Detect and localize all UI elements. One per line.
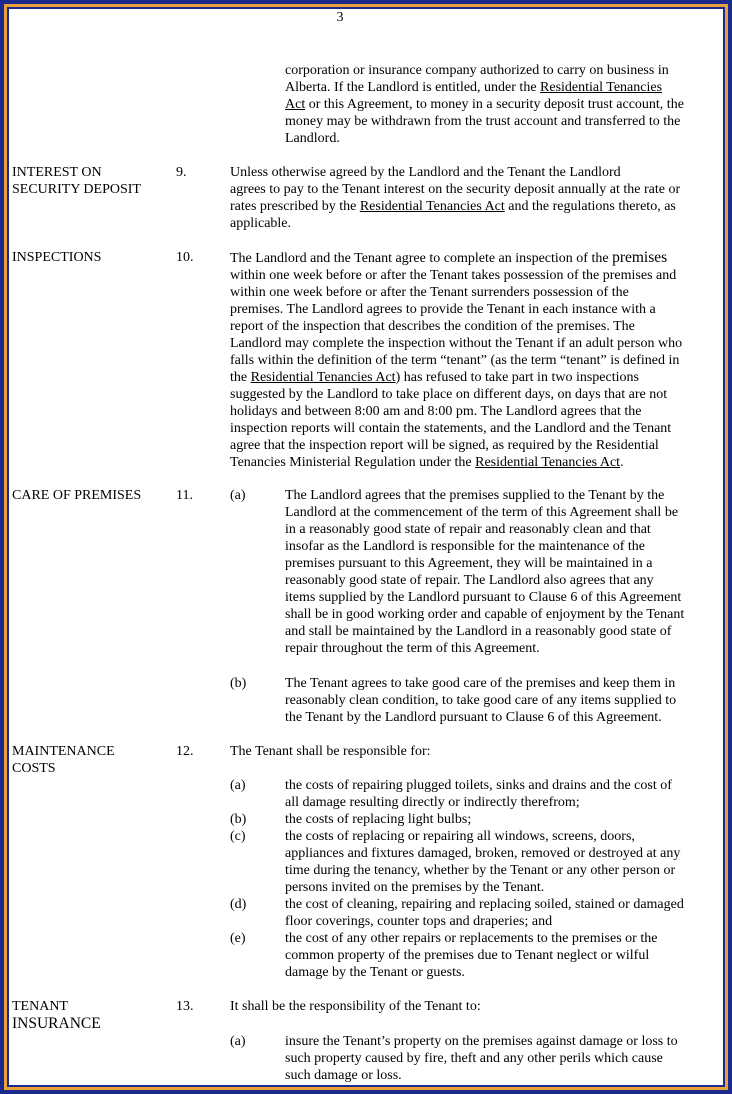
text-line: persons invited on the premises by the Tenant. — [285, 880, 545, 895]
section-13-intro: It shall be the responsibility of the Tenant to: — [230, 999, 481, 1014]
text-line: all damage resulting directly or indirectly therefrom; — [285, 795, 580, 810]
text-line: falls within the definition of the term “tenant” (as the term “tenant” is defined in — [230, 353, 680, 368]
text-span: and the regulations thereto, as — [504, 199, 676, 214]
clause-label: (b) — [230, 676, 247, 691]
act-reference: Residential Tenancies Act — [359, 199, 505, 214]
text-line: within one week before or after the Tenant surrenders possession of the — [230, 285, 629, 300]
clause-label: (a) — [230, 1034, 246, 1049]
section-11-number: 11. — [176, 488, 193, 503]
text-span: . — [620, 455, 624, 470]
text-line: the costs of replacing or repairing all windows, screens, doors, — [285, 829, 635, 844]
text-line: in a reasonably good state of repair and reasonably clean and that — [285, 522, 651, 537]
text-line: premises. The Landlord agrees to provide the Tenant in each instance with a — [230, 302, 656, 317]
text-line: money may be withdrawn from the trust account and transferred to the — [285, 114, 681, 129]
text-span: or this Agreement, to money in a security deposit trust account, the — [305, 97, 684, 112]
clause-label: (a) — [230, 778, 246, 793]
text-line: applicable. — [230, 216, 292, 231]
text-line: the cost of any other repairs or replacements to the premises or the — [285, 931, 658, 946]
text-line: report of the inspection that describes the condition of the premises. The — [230, 319, 635, 334]
heading-line: COSTS — [12, 761, 56, 776]
text-line: and stall be maintained by the Landlord in a reasonably good state of — [285, 624, 672, 639]
heading-line: MAINTENANCE — [12, 744, 115, 759]
section-9-number: 9. — [176, 165, 187, 180]
section-11-heading: CARE OF PREMISES — [12, 488, 142, 503]
act-reference: Residential Tenancies Act — [250, 370, 396, 385]
text-line: such property caused by fire, theft and any other perils which cause — [285, 1051, 663, 1066]
heading-line: SECURITY DEPOSIT — [12, 182, 141, 197]
text-line: the costs of repairing plugged toilets, sinks and drains and the cost of — [285, 778, 672, 793]
text-line: insofar as the Landlord is responsible for the maintenance of the — [285, 539, 645, 554]
heading-line: INTEREST ON — [12, 165, 102, 180]
clause-label: (c) — [230, 829, 246, 844]
text-line: reasonably good state of repair. The Landlord also agrees that any — [285, 573, 654, 588]
clause-label: (b) — [230, 812, 247, 827]
text-span: ) has refused to take part in two inspections — [395, 370, 639, 385]
act-reference: Act — [285, 97, 306, 112]
text-span: The Landlord and the Tenant agree to complete an inspection of the — [230, 251, 613, 266]
text-line: within one week before or after the Tenant takes possession of the premises and — [230, 268, 677, 283]
text-span: Tenancies Ministerial Regulation under the — [230, 455, 476, 470]
clause-label: (a) — [230, 488, 246, 503]
text-line: suggested by the Landlord to take place on different days, on days that are not — [230, 387, 668, 402]
text-line: The Tenant agrees to take good care of the premises and keep them in — [285, 676, 676, 691]
section-13-number: 13. — [176, 999, 194, 1014]
text-line: holidays and between 8:00 am and 8:00 pm. The Landlord agrees that the — [230, 404, 642, 419]
text-line: agree that the inspection report will be signed, as required by the Residential — [230, 438, 659, 453]
text-span: Alberta. If the Landlord is entitled, under the — [285, 80, 541, 95]
text-line: the Tenant by the Landlord pursuant to Clause 6 of this Agreement. — [285, 710, 662, 725]
text-span: the — [230, 370, 251, 385]
act-reference: Residential Tenancies — [540, 80, 663, 95]
text-line: shall be in good working order and capable of enjoyment by the Tenant — [285, 607, 685, 622]
section-10-heading: INSPECTIONS — [12, 250, 102, 265]
text-line: Landlord. — [285, 131, 340, 146]
text-line: insure the Tenant’s property on the premises against damage or loss to — [285, 1034, 678, 1049]
heading-line: TENANT — [12, 999, 68, 1014]
text-span: rates prescribed by the — [230, 199, 360, 214]
text-line: corporation or insurance company authorized to carry on business in — [285, 63, 669, 78]
text-line: time during the tenancy, whether by the Tenant or any other person or — [285, 863, 676, 878]
section-12-intro: The Tenant shall be responsible for: — [230, 744, 431, 759]
text-line: the costs of replacing light bulbs; — [285, 812, 472, 827]
text-line: items supplied by the Landlord pursuant to Clause 6 of this Agreement — [285, 590, 682, 605]
text-line: the cost of cleaning, repairing and replacing soiled, stained or damaged — [285, 897, 684, 912]
text-line: Landlord at the commencement of the term of this Agreement shall be — [285, 505, 679, 520]
text-line: agrees to pay to the Tenant interest on the security deposit annually at the rate or — [230, 182, 681, 197]
text-line: reasonably clean condition, to take good care of any items supplied to — [285, 693, 677, 708]
text-line: common property of the premises due to Tenant neglect or wilful — [285, 948, 650, 963]
heading-line: INSURANCE — [12, 1015, 101, 1032]
text-line: repair throughout the term of this Agreement. — [285, 641, 540, 656]
text-line: damage by the Tenant or guests. — [285, 965, 465, 980]
clause-label: (d) — [230, 897, 247, 912]
act-reference: Residential Tenancies Act — [475, 455, 621, 470]
text-line: Landlord may complete the inspection without the Tenant if an adult person who — [230, 336, 683, 351]
text-line: Unless otherwise agreed by the Landlord and the Tenant the Landlord — [230, 165, 621, 180]
text-line: appliances and fixtures damaged, broken, removed or destroyed at any — [285, 846, 681, 861]
clause-label: (e) — [230, 931, 246, 946]
text-line: floor coverings, counter tops and draperies; and — [285, 914, 553, 929]
text-line: The Landlord agrees that the premises supplied to the Tenant by the — [285, 488, 665, 503]
text-line: inspection reports will contain the statements, and the Landlord and the Tenant — [230, 421, 672, 436]
section-10-number: 10. — [176, 250, 194, 265]
text-line: premises pursuant to this Agreement, they will be maintained in a — [285, 556, 653, 571]
page-number: 3 — [336, 10, 344, 25]
text-line: such damage or loss. — [285, 1068, 402, 1083]
section-12-number: 12. — [176, 744, 194, 759]
text-span: premises — [612, 249, 668, 266]
